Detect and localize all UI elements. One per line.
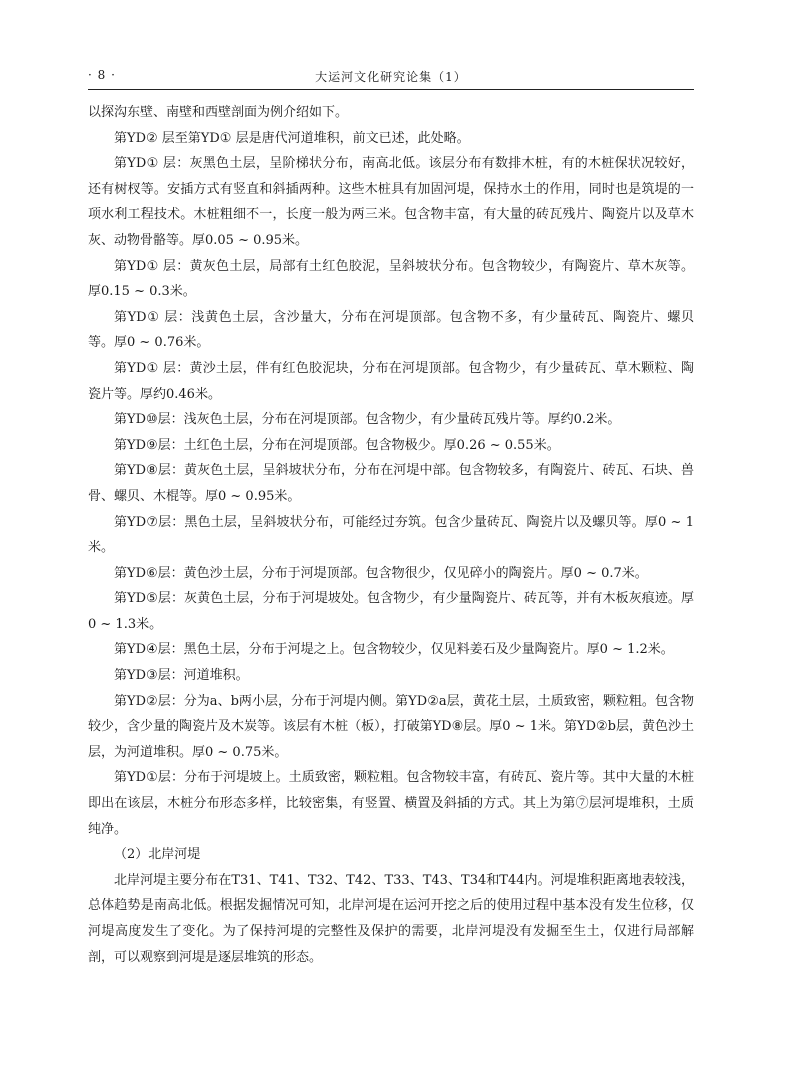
page-header xyxy=(88,64,694,86)
paragraph: 第YD③层：河道堆积。 xyxy=(114,668,249,684)
paragraph: 以探沟东壁、南壁和西壁剖面为例介绍如下。 xyxy=(88,105,349,120)
paragraph: 第YD① 层：浅黄色土层，含沙量大，分布在河堤顶部。包含物不多，有少量砖瓦、陶瓷片、螺贝等。厚0 ~ 0.76米。 xyxy=(88,309,694,351)
paragraph: 第YD⑨层：土红色土层，分布在河堤顶部。包含物极少。厚0.26 ~ 0.55米。 xyxy=(114,437,560,453)
paragraph: 第YD② 层至第YD① 层是唐代河道堆积，前文已述，此处略。 xyxy=(114,130,470,146)
running-title: 大运河文化研究论集（1） xyxy=(315,70,467,84)
header-rule xyxy=(88,89,694,90)
paragraph: 第YD⑥层：黄色沙土层，分布于河堤顶部。包含物很少，仅见碎小的陶瓷片。厚0 ~ 0.7米。 xyxy=(114,565,648,581)
paragraph: 第YD① 层：黄沙土层，伴有红色胶泥块，分布在河堤顶部。包含物少，有少量砖瓦、草木颗粒、陶瓷片等。厚约0.46米。 xyxy=(88,360,694,402)
paragraph: 北岸河堤主要分布在T31、T41、T32、T42、T33、T43、T34和T44内。河堤堆积距离地表较浅，总体趋势是南高北低。根据发掘情况可知，北岸河堤在运河开挖之后的使用过程中基本没有发生位移，仅河堤高度发生了变化。为了保持河堤的完整性及保护的需要，北岸河堤没有发掘至生土，仅进行局部解剖，可以观察到河堤是逐层堆筑的形态。 xyxy=(88,872,694,965)
paragraph: 第YD⑤层：灰黄色土层，分布于河堤坡处。包含物少，有少量陶瓷片、砖瓦等，并有木板灰痕迹。厚0 ~ 1.3米。 xyxy=(88,591,694,632)
paragraph: 第YD⑧层：黄灰色土层，呈斜坡状分布，分布在河堤中部。包含物较多，有陶瓷片、砖瓦、石块、兽骨、螺贝、木棍等。厚0 ~ 0.95米。 xyxy=(88,463,694,504)
paragraph: 第YD⑦层：黑色土层，呈斜坡状分布，可能经过夯筑。包含少量砖瓦、陶瓷片以及螺贝等。厚0 ~ 1米。 xyxy=(88,514,694,556)
body-text xyxy=(88,100,694,970)
paragraph: 第YD⑩层：浅灰色土层，分布在河堤顶部。包含物少，有少量砖瓦残片等。厚约0.2米。 xyxy=(114,412,621,428)
page-number: · 8 · xyxy=(88,68,116,82)
paragraph: 第YD②层：分为a、b两小层，分布于河堤内侧。第YD②a层，黄花土层，土质致密，颗粒粗。包含物较少，含少量的陶瓷片及木炭等。该层有木桩（板），打破第YD⑧层。厚0 ~ 1米。第YD②b层，黄色沙土层，为河道堆积。厚0 ~ 0.75米。 xyxy=(88,693,694,760)
paragraph: 第YD① 层：黄灰色土层，局部有土红色胶泥，呈斜坡状分布。包含物较少，有陶瓷片、草木灰等。厚0.15 ~ 0.3米。 xyxy=(88,258,694,300)
section-heading: （2）北岸河堤 xyxy=(114,847,201,863)
paragraph: 第YD① 层：灰黑色土层，呈阶梯状分布，南高北低。该层分布有数排木桩，有的木桩保状况较好，还有树杈等。安插方式有竖直和斜插两种。这些木桩具有加固河堤，保持水土的作用，同时也是筑堤的一项水利工程技术。木桩粗细不一，长度一般为两三米。包含物丰富，有大量的砖瓦残片、陶瓷片以及草木灰、动物骨骼等。厚0.05 ~ 0.95米。 xyxy=(88,156,694,248)
paragraph: 第YD④层：黑色土层，分布于河堤之上。包含物较少，仅见料姜石及少量陶瓷片。厚0 ~ 1.2米。 xyxy=(114,642,674,658)
paragraph: 第YD①层：分布于河堤坡上。土质致密，颗粒粗。包含物较丰富，有砖瓦、瓷片等。其中大量的木桩即出在该层，木桩分布形态多样，比较密集，有竖置、横置及斜插的方式。其上为第⑦层河堤堆积，土质纯净。 xyxy=(88,770,694,837)
